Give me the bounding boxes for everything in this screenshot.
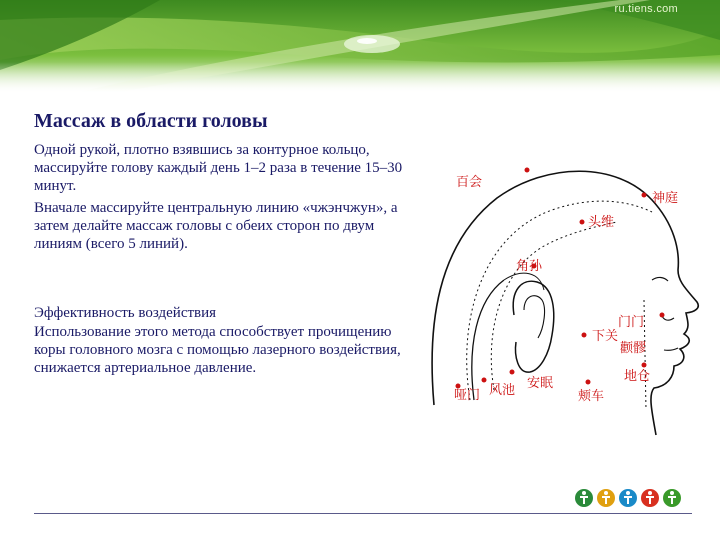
- instructions-paragraph-1: Одной рукой, плотно взявшись за контурное кольцо, массируйте голову каждый день 1–2 раза в течение 15–30 минут.: [34, 142, 403, 195]
- label-jiaosun: 角孙: [516, 259, 543, 274]
- label-quanliao: 颧髎: [620, 341, 647, 356]
- label-touwei: 头维: [588, 215, 615, 230]
- point-touwei: [580, 220, 585, 225]
- point-ermen: [660, 313, 665, 318]
- head-acupoints-diagram: [412, 150, 712, 440]
- effect-heading: Эффективность воздействия: [34, 305, 217, 321]
- point-baihui: [525, 168, 530, 173]
- label-dicang: 地仓: [624, 369, 651, 384]
- label-shenting: 神庭: [652, 191, 679, 206]
- header-banner: [0, 0, 720, 92]
- point-dicang: [642, 363, 647, 368]
- point-fengchi: [482, 378, 487, 383]
- label-ermen: 门门: [618, 315, 645, 330]
- point-shenting: [642, 193, 647, 198]
- label-anmian: 安眠: [527, 376, 554, 391]
- grass-leaf-background: [0, 0, 720, 92]
- page-title: Массаж в области головы: [34, 110, 268, 132]
- label-yamen: 哑门: [454, 388, 481, 403]
- massage-line-inner: [491, 222, 617, 390]
- instructions-paragraph-2: Вначале массируйте центральную линию «чжэнчжун», а затем делайте массаж головы с обеих сторон по двум линиям (всего 5 линий).: [34, 200, 398, 253]
- effect-body: Использование этого метода способствует прочищению коры головного мозга с помощью лазерного воздействия, снижается артериальное давление.: [34, 324, 401, 377]
- label-xiaguan: 下关: [592, 329, 619, 344]
- label-jiache: 颊车: [578, 389, 605, 404]
- footer-divider: [34, 513, 692, 514]
- water-drop: [344, 35, 400, 53]
- point-jiache: [586, 380, 591, 385]
- point-anmian: [510, 370, 515, 375]
- site-url: ru.tiens.com: [614, 3, 678, 15]
- label-fengchi: 风池: [489, 383, 516, 398]
- ear-outline: [513, 281, 554, 372]
- label-baihui: 百会: [456, 175, 483, 190]
- point-xiaguan: [582, 333, 587, 338]
- tiens-logo: [574, 482, 686, 512]
